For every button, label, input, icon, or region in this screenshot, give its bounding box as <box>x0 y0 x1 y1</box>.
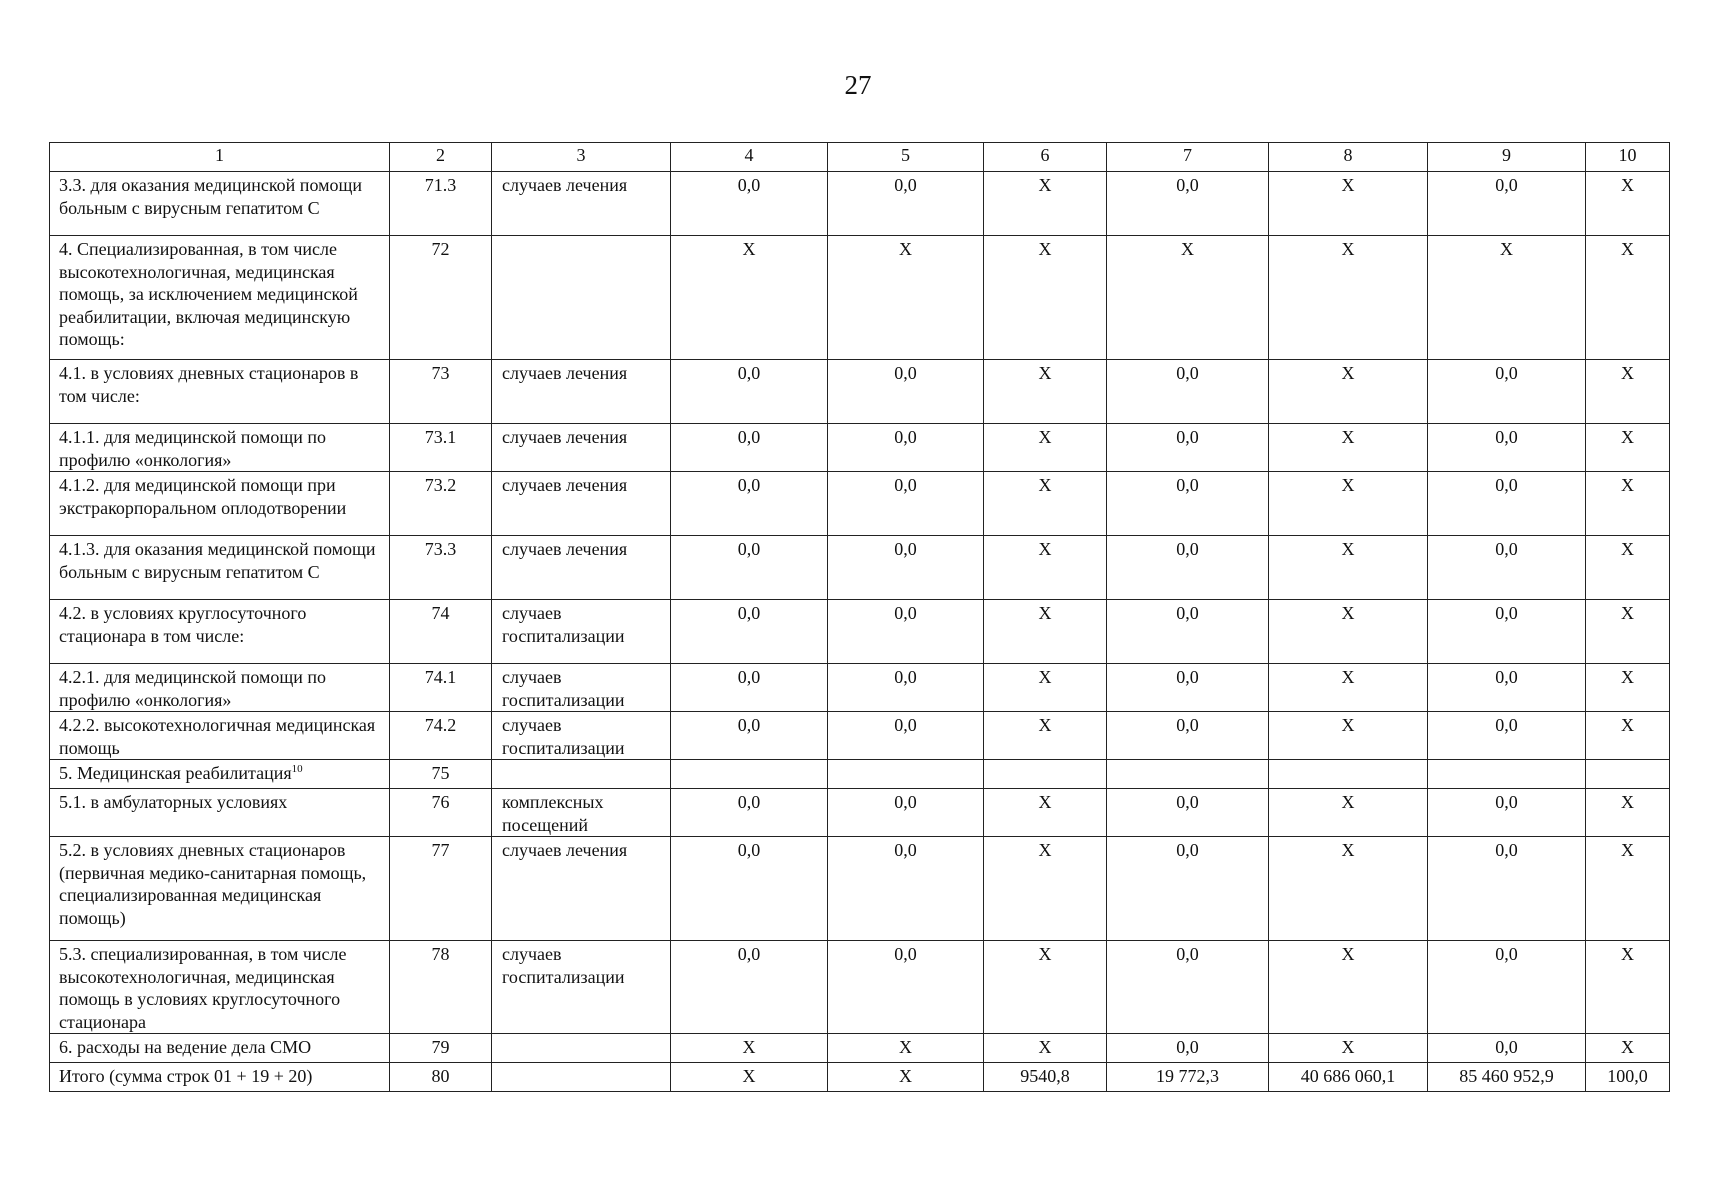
value-cell-c10: X <box>1586 941 1670 1034</box>
value-cell-c10: X <box>1586 424 1670 472</box>
row-code: 73.2 <box>390 472 492 536</box>
value-cell-c6: X <box>984 712 1107 760</box>
table-row <box>50 236 1670 360</box>
value-cell-c6: X <box>984 236 1107 360</box>
value-cell-c5: X <box>828 1034 984 1063</box>
row-name: 6. расходы на ведение дела СМО <box>59 1037 312 1057</box>
value-cell-c6: 9540,8 <box>984 1063 1107 1092</box>
value-cell-c9: 0,0 <box>1428 360 1586 424</box>
value-cell-c8: X <box>1269 664 1428 712</box>
value-cell-c9: 0,0 <box>1428 941 1586 1034</box>
row-unit <box>492 1034 671 1063</box>
value-cell-c9: X <box>1428 236 1586 360</box>
row-code: 73.3 <box>390 536 492 600</box>
header-cell: 6 <box>984 143 1107 172</box>
row-unit: комплексных посещений <box>492 789 671 837</box>
value-cell-c9: 0,0 <box>1428 837 1586 941</box>
row-code: 73.1 <box>390 424 492 472</box>
table-row <box>50 172 1670 236</box>
header-cell: 5 <box>828 143 984 172</box>
value-cell-c4: X <box>671 1063 828 1092</box>
value-cell-c10: X <box>1586 600 1670 664</box>
value-cell-c9: 0,0 <box>1428 664 1586 712</box>
value-cell-c6: X <box>984 172 1107 236</box>
footnote-ref: 10 <box>291 763 303 775</box>
value-cell-c5: 0,0 <box>828 837 984 941</box>
row-name: 4.1.1. для медицинской помощи по профилю «онкология» <box>59 427 327 470</box>
value-cell-c8: X <box>1269 360 1428 424</box>
row-code: 80 <box>390 1063 492 1092</box>
row-name-cell <box>50 1063 390 1092</box>
value-cell-c5: 0,0 <box>828 472 984 536</box>
value-cell-c7 <box>1107 760 1269 789</box>
value-cell-c7: 19 772,3 <box>1107 1063 1269 1092</box>
row-name: 3.3. для оказания медицинской помощи больным с вирусным гепатитом С <box>59 175 362 218</box>
table-row <box>50 837 1670 941</box>
row-name-cell <box>50 172 390 236</box>
row-code: 76 <box>390 789 492 837</box>
value-cell-c6: X <box>984 424 1107 472</box>
value-cell-c10: X <box>1586 172 1670 236</box>
value-cell-c5: 0,0 <box>828 536 984 600</box>
table-row <box>50 760 1670 789</box>
value-cell-c10: 100,0 <box>1586 1063 1670 1092</box>
value-cell-c9: 85 460 952,9 <box>1428 1063 1586 1092</box>
value-cell-c10: X <box>1586 536 1670 600</box>
value-cell-c7: 0,0 <box>1107 789 1269 837</box>
table-row <box>50 424 1670 472</box>
value-cell-c10 <box>1586 760 1670 789</box>
value-cell-c4: 0,0 <box>671 360 828 424</box>
data-table <box>49 142 1670 1092</box>
value-cell-c4: 0,0 <box>671 837 828 941</box>
table-row <box>50 472 1670 536</box>
value-cell-c5: 0,0 <box>828 712 984 760</box>
row-name-cell <box>50 789 390 837</box>
value-cell-c10: X <box>1586 712 1670 760</box>
row-code: 74 <box>390 600 492 664</box>
row-name: 4.1. в условиях дневных стационаров в том числе: <box>59 363 359 406</box>
header-cell: 8 <box>1269 143 1428 172</box>
value-cell-c6: X <box>984 789 1107 837</box>
row-unit: случаев госпитализации <box>492 712 671 760</box>
table-row <box>50 360 1670 424</box>
value-cell-c8: X <box>1269 837 1428 941</box>
value-cell-c5: 0,0 <box>828 424 984 472</box>
row-name: 4.2.2. высокотехнологичная медицинская помощь <box>59 715 376 758</box>
value-cell-c4: X <box>671 1034 828 1063</box>
table-row <box>50 664 1670 712</box>
header-cell: 2 <box>390 143 492 172</box>
row-name-cell <box>50 837 390 941</box>
row-name: 4.1.3. для оказания медицинской помощи больным с вирусным гепатитом С <box>59 539 376 582</box>
value-cell-c5: 0,0 <box>828 360 984 424</box>
row-name: 4. Специализированная, в том числе высокотехнологичная, медицинская помощь, за исключением медицинской реабилитации, включая медицинскую помощь: <box>59 239 358 349</box>
value-cell-c5: 0,0 <box>828 172 984 236</box>
value-cell-c5: 0,0 <box>828 789 984 837</box>
value-cell-c8: X <box>1269 236 1428 360</box>
row-name-cell <box>50 600 390 664</box>
value-cell-c10: X <box>1586 236 1670 360</box>
row-unit: случаев лечения <box>492 360 671 424</box>
table-row <box>50 1034 1670 1063</box>
row-unit: случаев госпитализации <box>492 941 671 1034</box>
value-cell-c6: X <box>984 360 1107 424</box>
value-cell-c6: X <box>984 664 1107 712</box>
value-cell-c4: 0,0 <box>671 172 828 236</box>
value-cell-c6: X <box>984 536 1107 600</box>
value-cell-c8 <box>1269 760 1428 789</box>
value-cell-c7: 0,0 <box>1107 712 1269 760</box>
value-cell-c7: 0,0 <box>1107 941 1269 1034</box>
value-cell-c6: X <box>984 472 1107 536</box>
row-code: 74.2 <box>390 712 492 760</box>
value-cell-c4: 0,0 <box>671 712 828 760</box>
value-cell-c10: X <box>1586 472 1670 536</box>
value-cell-c7: 0,0 <box>1107 600 1269 664</box>
value-cell-c6: X <box>984 1034 1107 1063</box>
value-cell-c7: 0,0 <box>1107 360 1269 424</box>
value-cell-c7: 0,0 <box>1107 472 1269 536</box>
value-cell-c6 <box>984 760 1107 789</box>
value-cell-c5 <box>828 760 984 789</box>
value-cell-c5: X <box>828 1063 984 1092</box>
value-cell-c5: 0,0 <box>828 941 984 1034</box>
row-name-cell <box>50 1034 390 1063</box>
value-cell-c7: 0,0 <box>1107 424 1269 472</box>
value-cell-c10: X <box>1586 360 1670 424</box>
row-code: 73 <box>390 360 492 424</box>
value-cell-c9: 0,0 <box>1428 424 1586 472</box>
value-cell-c10: X <box>1586 837 1670 941</box>
row-code: 77 <box>390 837 492 941</box>
value-cell-c10: X <box>1586 789 1670 837</box>
row-unit: случаев лечения <box>492 172 671 236</box>
value-cell-c8: X <box>1269 536 1428 600</box>
value-cell-c4: X <box>671 236 828 360</box>
value-cell-c8: X <box>1269 424 1428 472</box>
value-cell-c8: X <box>1269 941 1428 1034</box>
table-row <box>50 600 1670 664</box>
row-unit: случаев лечения <box>492 837 671 941</box>
row-name-cell <box>50 760 390 789</box>
table-row <box>50 1063 1670 1092</box>
row-unit: случаев госпитализации <box>492 600 671 664</box>
value-cell-c8: X <box>1269 789 1428 837</box>
value-cell-c9: 0,0 <box>1428 472 1586 536</box>
row-name: 4.2. в условиях круглосуточного стационара в том числе: <box>59 603 307 646</box>
value-cell-c9: 0,0 <box>1428 172 1586 236</box>
value-cell-c7: 0,0 <box>1107 1034 1269 1063</box>
value-cell-c9: 0,0 <box>1428 1034 1586 1063</box>
value-cell-c9: 0,0 <box>1428 536 1586 600</box>
value-cell-c8: 40 686 060,1 <box>1269 1063 1428 1092</box>
row-name-cell <box>50 360 390 424</box>
row-name: 4.2.1. для медицинской помощи по профилю «онкология» <box>59 667 327 710</box>
value-cell-c4: 0,0 <box>671 941 828 1034</box>
header-cell: 4 <box>671 143 828 172</box>
row-code: 72 <box>390 236 492 360</box>
value-cell-c9 <box>1428 760 1586 789</box>
row-name: 5.3. специализированная, в том числе высокотехнологичная, медицинская помощь в условиях круглосуточного стационара <box>59 944 347 1032</box>
table-row <box>50 789 1670 837</box>
row-code: 78 <box>390 941 492 1034</box>
value-cell-c7: 0,0 <box>1107 536 1269 600</box>
row-unit: случаев лечения <box>492 424 671 472</box>
value-cell-c4: 0,0 <box>671 600 828 664</box>
row-code: 75 <box>390 760 492 789</box>
value-cell-c8: X <box>1269 600 1428 664</box>
value-cell-c4: 0,0 <box>671 789 828 837</box>
value-cell-c4: 0,0 <box>671 536 828 600</box>
table-row <box>50 712 1670 760</box>
row-name-cell <box>50 424 390 472</box>
header-row <box>50 143 1670 172</box>
value-cell-c4: 0,0 <box>671 472 828 536</box>
value-cell-c4 <box>671 760 828 789</box>
value-cell-c8: X <box>1269 172 1428 236</box>
row-name-cell <box>50 664 390 712</box>
row-unit: случаев лечения <box>492 536 671 600</box>
value-cell-c7: 0,0 <box>1107 172 1269 236</box>
value-cell-c8: X <box>1269 472 1428 536</box>
value-cell-c9: 0,0 <box>1428 789 1586 837</box>
value-cell-c6: X <box>984 600 1107 664</box>
value-cell-c7: 0,0 <box>1107 664 1269 712</box>
value-cell-c5: 0,0 <box>828 600 984 664</box>
value-cell-c5: X <box>828 236 984 360</box>
header-cell: 10 <box>1586 143 1670 172</box>
value-cell-c5: 0,0 <box>828 664 984 712</box>
row-name: 5.2. в условиях дневных стационаров (первичная медико-санитарная помощь, специализированная медицинская помощь) <box>59 840 367 928</box>
row-name-cell <box>50 712 390 760</box>
row-name-cell <box>50 236 390 360</box>
row-name-cell <box>50 472 390 536</box>
value-cell-c9: 0,0 <box>1428 712 1586 760</box>
header-cell: 7 <box>1107 143 1269 172</box>
row-unit <box>492 236 671 360</box>
value-cell-c7: 0,0 <box>1107 837 1269 941</box>
table-row <box>50 941 1670 1034</box>
row-name: Итого (сумма строк 01 + 19 + 20) <box>59 1066 313 1086</box>
row-unit: случаев лечения <box>492 472 671 536</box>
header-cell: 3 <box>492 143 671 172</box>
table-row <box>50 536 1670 600</box>
value-cell-c8: X <box>1269 1034 1428 1063</box>
header-cell: 1 <box>50 143 390 172</box>
row-name: 4.1.2. для медицинской помощи при экстракорпоральном оплодотворении <box>59 475 347 518</box>
header-cell: 9 <box>1428 143 1586 172</box>
value-cell-c9: 0,0 <box>1428 600 1586 664</box>
row-code: 71.3 <box>390 172 492 236</box>
row-name: 5.1. в амбулаторных условиях <box>59 792 288 812</box>
row-name: 5. Медицинская реабилитация <box>59 763 292 783</box>
row-unit <box>492 1063 671 1092</box>
value-cell-c6: X <box>984 941 1107 1034</box>
row-unit: случаев госпитализации <box>492 664 671 712</box>
value-cell-c10: X <box>1586 1034 1670 1063</box>
page-number: 27 <box>844 70 872 100</box>
value-cell-c4: 0,0 <box>671 664 828 712</box>
row-unit <box>492 760 671 789</box>
value-cell-c7: X <box>1107 236 1269 360</box>
value-cell-c8: X <box>1269 712 1428 760</box>
value-cell-c6: X <box>984 837 1107 941</box>
row-code: 79 <box>390 1034 492 1063</box>
row-name-cell <box>50 536 390 600</box>
value-cell-c10: X <box>1586 664 1670 712</box>
row-name-cell <box>50 941 390 1034</box>
value-cell-c4: 0,0 <box>671 424 828 472</box>
row-code: 74.1 <box>390 664 492 712</box>
